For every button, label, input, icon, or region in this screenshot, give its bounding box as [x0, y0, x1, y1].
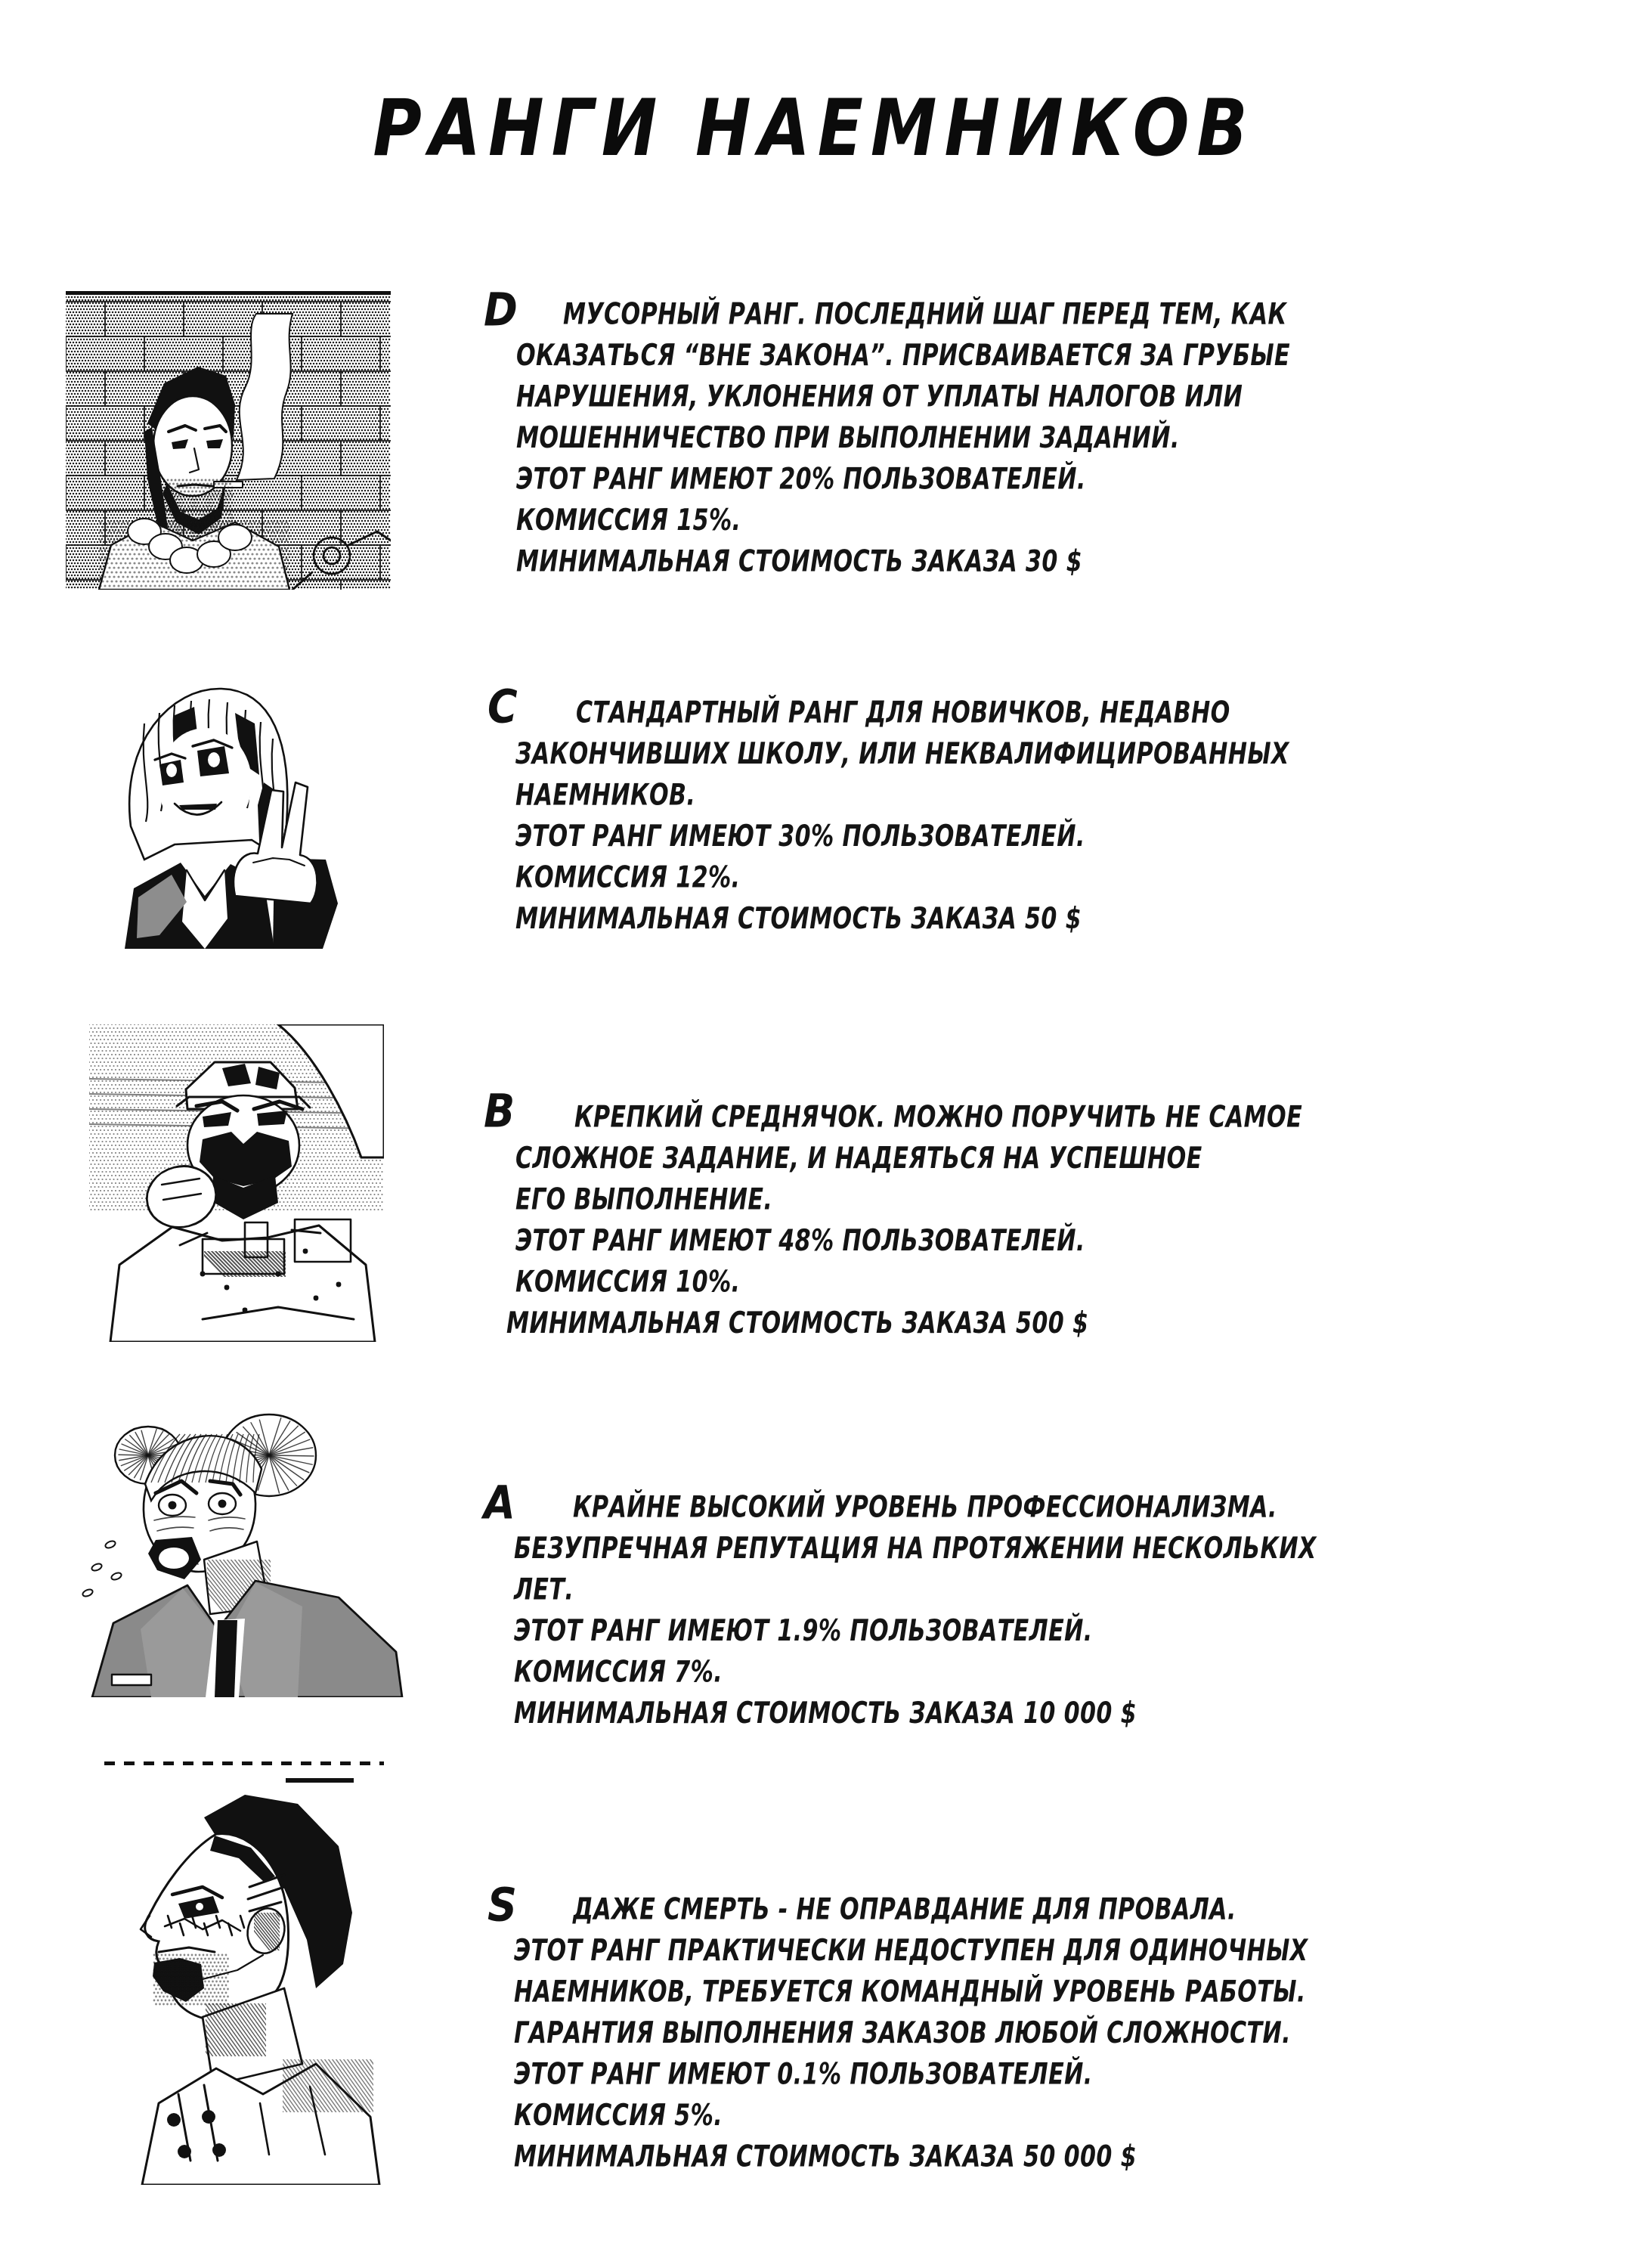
- rank-a-artwork: [67, 1380, 407, 1697]
- rank-d-line-1: МУСОРНЫЙ РАНГ. ПОСЛЕДНИЙ ШАГ ПЕРЕД ТЕМ, КАК: [563, 296, 1287, 331]
- page-title: РАНГИ НАЕМНИКОВ: [373, 82, 1255, 174]
- rank-c-letter: C: [487, 680, 518, 733]
- rank-b-line-1: КРЕПКИЙ СРЕДНЯЧОК. МОЖНО ПОРУЧИТЬ НЕ САМОЕ: [574, 1099, 1303, 1134]
- rank-b-description: [506, 1096, 1303, 1343]
- rank-d-line-2: ОКАЗАТЬСЯ “ВНЕ ЗАКОНА”. ПРИСВАИВАЕТСЯ ЗА ГРУБЫЕ: [516, 338, 1290, 373]
- rank-a-description: [514, 1486, 1317, 1734]
- rank-s-line-5: ЭТОТ РАНГ ИМЕЮТ 0.1% ПОЛЬЗОВАТЕЛЕЙ.: [514, 2056, 1093, 2091]
- rank-s-line-2: ЭТОТ РАНГ ПРАКТИЧЕСКИ НЕДОСТУПЕН ДЛЯ ОДИНОЧНЫХ: [514, 1933, 1308, 1968]
- rank-b-line-4: ЭТОТ РАНГ ИМЕЮТ 48% ПОЛЬЗОВАТЕЛЕЙ.: [515, 1223, 1085, 1258]
- rank-s-line-4: ГАРАНТИЯ ВЫПОЛНЕНИЯ ЗАКАЗОВ ЛЮБОЙ СЛОЖНОСТИ.: [514, 2015, 1291, 2050]
- rank-c-line-3: НАЕМНИКОВ.: [515, 777, 696, 812]
- rank-c-description: [515, 692, 1289, 939]
- rank-s-letter: S: [487, 1878, 517, 1932]
- rank-a-line-5: КОМИССИЯ 7%.: [514, 1654, 723, 1689]
- rank-a-letter: A: [484, 1476, 515, 1529]
- rank-c-line-1: СТАНДАРТНЫЙ РАНГ ДЛЯ НОВИЧКОВ, НЕДАВНО: [576, 695, 1230, 730]
- rank-c-line-2: ЗАКОНЧИВШИХ ШКОЛУ, ИЛИ НЕКВАЛИФИЦИРОВАННЫХ: [515, 736, 1289, 771]
- rank-a-line-3: ЛЕТ.: [514, 1572, 574, 1606]
- rank-a-line-2: БЕЗУПРЕЧНАЯ РЕПУТАЦИЯ НА ПРОТЯЖЕНИИ НЕСКОЛЬКИХ: [514, 1531, 1317, 1566]
- rank-s-line-7: МИНИМАЛЬНАЯ СТОИМОСТЬ ЗАКАЗА 50 000 $: [514, 2139, 1137, 2174]
- rank-c-line-6: МИНИМАЛЬНАЯ СТОИМОСТЬ ЗАКАЗА 50 $: [515, 901, 1082, 936]
- rank-s-artwork: [89, 1761, 384, 2185]
- rank-d-line-5: ЭТОТ РАНГ ИМЕЮТ 20% ПОЛЬЗОВАТЕЛЕЙ.: [516, 461, 1086, 496]
- rank-b-line-6: МИНИМАЛЬНАЯ СТОИМОСТЬ ЗАКАЗА 500 $: [506, 1306, 1089, 1340]
- rank-d-line-4: МОШЕННИЧЕСТВО ПРИ ВЫПОЛНЕНИИ ЗАДАНИЙ.: [516, 420, 1180, 455]
- rank-b-letter: B: [484, 1084, 515, 1138]
- rank-d-letter: D: [484, 283, 518, 336]
- rank-b-line-2: СЛОЖНОЕ ЗАДАНИЕ, И НАДЕЯТЬСЯ НА УСПЕШНОЕ: [515, 1141, 1202, 1176]
- rank-c-artwork: [102, 669, 344, 949]
- rank-d-description: [516, 293, 1290, 582]
- rank-s-description: [514, 1888, 1308, 2177]
- rank-a-line-4: ЭТОТ РАНГ ИМЕЮТ 1.9% ПОЛЬЗОВАТЕЛЕЙ.: [514, 1613, 1093, 1648]
- rank-b-artwork: [89, 1024, 384, 1342]
- rank-d-artwork: [66, 291, 391, 590]
- rank-s-line-1: ДАЖЕ СМЕРТЬ - НЕ ОПРАВДАНИЕ ДЛЯ ПРОВАЛА.: [573, 1892, 1236, 1926]
- rank-d-line-3: НАРУШЕНИЯ, УКЛОНЕНИЯ ОТ УПЛАТЫ НАЛОГОВ ИЛИ: [516, 379, 1243, 414]
- rank-b-line-5: КОМИССИЯ 10%.: [515, 1264, 741, 1299]
- rank-s-line-3: НАЕМНИКОВ, ТРЕБУЕТСЯ КОМАНДНЫЙ УРОВЕНЬ РАБОТЫ.: [514, 1974, 1306, 2009]
- rank-a-line-6: МИНИМАЛЬНАЯ СТОИМОСТЬ ЗАКАЗА 10 000 $: [514, 1696, 1137, 1730]
- rank-d-line-7: МИНИМАЛЬНАЯ СТОИМОСТЬ ЗАКАЗА 30 $: [516, 544, 1083, 578]
- rank-c-line-4: ЭТОТ РАНГ ИМЕЮТ 30% ПОЛЬЗОВАТЕЛЕЙ.: [515, 819, 1085, 854]
- rank-a-line-1: КРАЙНЕ ВЫСОКИЙ УРОВЕНЬ ПРОФЕССИОНАЛИЗМА.: [573, 1489, 1277, 1524]
- rank-b-line-3: ЕГО ВЫПОЛНЕНИЕ.: [515, 1182, 773, 1216]
- rank-c-line-5: КОМИССИЯ 12%.: [515, 860, 741, 894]
- rank-d-line-6: КОМИССИЯ 15%.: [516, 503, 741, 538]
- rank-s-line-6: КОМИССИЯ 5%.: [514, 2098, 723, 2133]
